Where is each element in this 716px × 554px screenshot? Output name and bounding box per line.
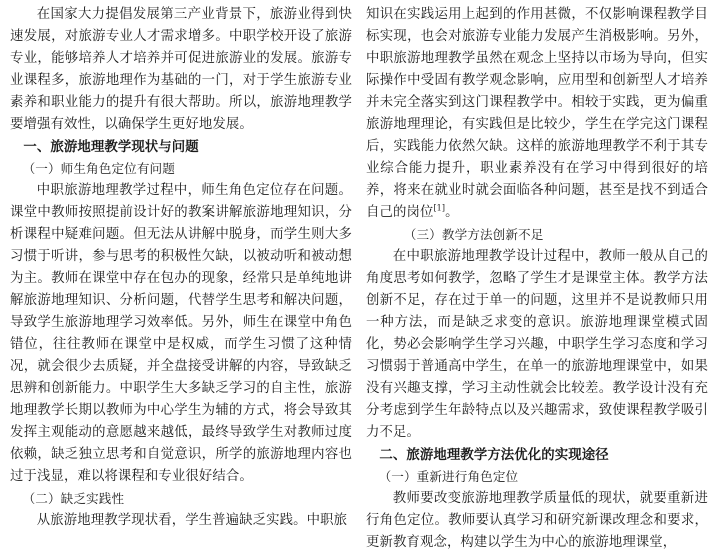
- right-column: [366, 4, 708, 554]
- subsection-heading-1-1: （一）师生角色定位有问题: [22, 161, 175, 176]
- practice-paragraph-start: 从旅游地理教学现状看，学生普遍缺乏实践。中职旅: [36, 513, 348, 528]
- role-positioning-paragraph: 中职旅游地理教学过程中，师生角色定位存在问题。课堂中教师按照提前设计好的教案讲解旅游地理知识，分析课程中疑难问题。但无法从讲解中脱身，而学生则大多习惯于听讲，参与思考的积极性欠缺，以被动听和被动想为主。教师在课堂中存在包办的现象，经常只是单纯地讲解旅游地理知识、分析问题，代替学生思考和解决问题，导致学生旅游地理学习效率低。另外，师生在课堂中角色错位，往往教师在课堂中是权威，而学生习惯了这种情况，就会很少去质疑，并全盘接受讲解的内容，导致缺乏思辨和创新能力。中职学生大多缺乏学习的自主性，旅游地理教学长期以教师为中心学生为辅的方式，将会导致其发挥主观能动的意愿越来越低，最终导致学生对教师过度依赖，缺乏独立思考和自觉意识，所学的旅游地理内容也过于浅显，难以将课程和专业很好结合。: [10, 183, 352, 484]
- practice-paragraph-text: 知识在实践运用上起到的作用甚微，不仅影响课程教学目标实现，也会对旅游专业能力发展产生消极影响。另外，中职旅游地理教学虽然在观念上坚持以市场为导向，但实际操作中受固有教学观念影响，应用型和创新型人才培养并未完全落实到这门课程教学中。相较于实践，更为偏重旅游地理理论，有实践但是比较少，学生在学完这门课程后，实践能力依然欠缺。这样的旅游地理教学不利于其专业综合能力提升，职业素养没有在学习中得到很好的培养，将来在就业时就会面临各种问题，甚至是找不到适合自己的岗位: [366, 7, 708, 220]
- subsection-heading-1-2: （二）缺乏实践性: [22, 491, 125, 506]
- left-column: [10, 4, 352, 532]
- intro-paragraph: 在国家大力提倡发展第三产业背景下，旅游业得到快速发展，对旅游专业人才需求增多。中职学校开设了旅游专业，能够培养人才培养并可促进旅游业的发展。旅游专业课程多，旅游地理作为基础的一门，对于学生旅游专业素养和职业能力的提升有很大帮助。所以，旅游地理教学要增强有效性，以确保学生更好地发展。: [10, 7, 352, 132]
- reference-marker: [1]: [433, 203, 446, 213]
- section-heading-2: 二、旅游地理教学方法优化的实现途径: [379, 447, 609, 463]
- practice-paragraph-continued: [366, 4, 708, 224]
- section-heading-1: 一、旅游地理教学现状与问题: [23, 139, 199, 155]
- subsection-heading-1-3: （三）教学方法创新不足: [403, 227, 544, 242]
- subsection-heading-2-1: （一）重新进行角色定位: [378, 469, 519, 484]
- method-innovation-paragraph: 在中职旅游地理教学设计过程中，教师一般从自己的角度思考如何教学，忽略了学生才是课堂主体。教学方法创新不足，存在过于单一的问题，这里并不是说教师只用一种方法，而是缺乏求变的意识。旅游地理课堂模式固化，势必会影响学生学习兴趣，中职学生学习态度和学习习惯弱于普通高中学生，在单一的旅游地理课堂中，如果没有兴趣支撑，学习主动性就会比较差。教学设计没有充分考虑到学生年龄特点以及兴趣需求，致使课程教学吸引力不足。: [366, 249, 708, 440]
- role-redefinition-paragraph: 教师要改变旅游地理教学质量低的现状，就要重新进行角色定位。教师要认真学习和研究新课改理念和要求，更新教育观念，构建以学生为中心的旅游地理课堂，: [366, 491, 708, 550]
- practice-paragraph-end: 。: [445, 205, 459, 220]
